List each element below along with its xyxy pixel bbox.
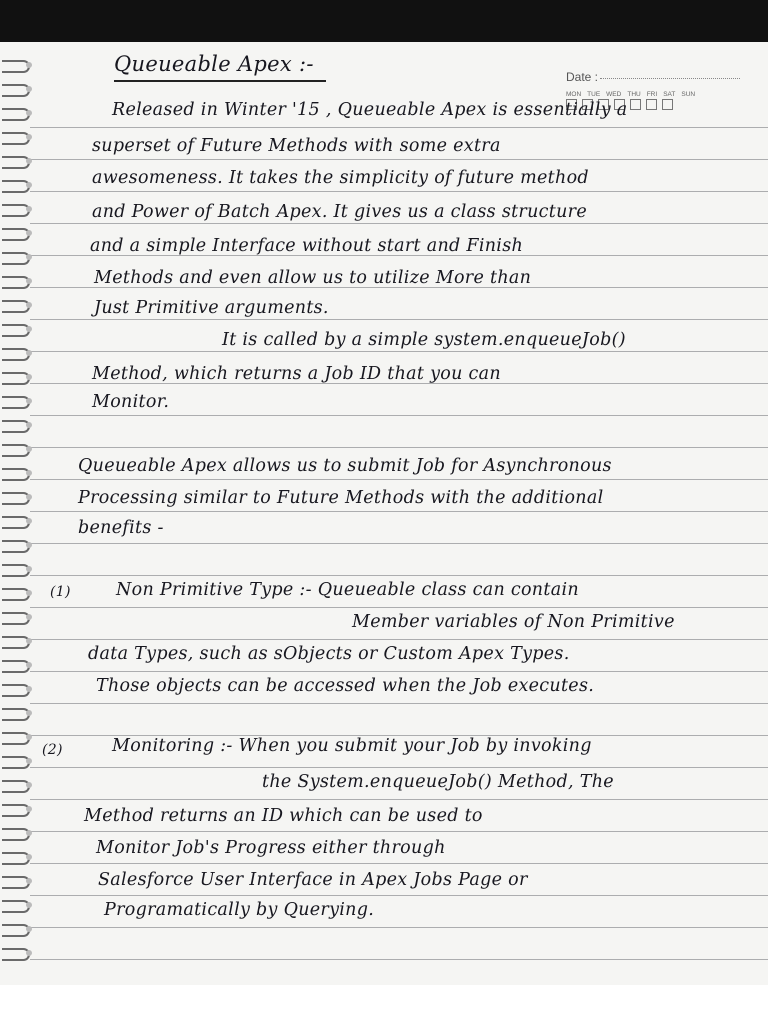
text-line: Monitor. (92, 392, 170, 412)
date-line (600, 78, 740, 79)
punch-hole (26, 662, 32, 668)
point-number: (1) (50, 584, 71, 600)
weekday-label: THU (627, 91, 641, 98)
punch-hole (26, 62, 32, 68)
punch-hole (26, 494, 32, 500)
ruled-line (30, 671, 768, 672)
ruled-line (30, 127, 768, 128)
punch-hole (26, 566, 32, 572)
ruled-line (30, 959, 768, 960)
punch-hole (26, 734, 32, 740)
text-line: Just Primitive arguments. (94, 298, 329, 318)
page-title: Queueable Apex :- (114, 52, 314, 76)
text-line: Monitoring :- When you submit your Job by invoking (112, 736, 592, 756)
punch-hole (26, 590, 32, 596)
ruled-line (30, 351, 768, 352)
text-line: Member variables of Non Primitive (352, 612, 675, 632)
ruled-line (30, 191, 768, 192)
ruled-line (30, 415, 768, 416)
ruled-line (30, 575, 768, 576)
punch-hole (26, 350, 32, 356)
text-line: Released in Winter '15 , Queueable Apex is essentially a (112, 100, 628, 120)
point-number: (2) (42, 742, 63, 758)
punch-hole (26, 806, 32, 812)
punch-hole (26, 374, 32, 380)
text-line: Salesforce User Interface in Apex Jobs Page or (98, 870, 528, 890)
punch-hole (26, 302, 32, 308)
ruled-line (30, 863, 768, 864)
punch-hole (26, 134, 32, 140)
ruled-line (30, 639, 768, 640)
punch-hole (26, 470, 32, 476)
title-underline (114, 80, 326, 82)
ruled-line (30, 543, 768, 544)
text-line: the System.enqueueJob() Method, The (262, 772, 614, 792)
ruled-line (30, 159, 768, 160)
weekday-label: TUE (587, 91, 601, 98)
punch-hole (26, 950, 32, 956)
ruled-line (30, 927, 768, 928)
punch-hole (26, 686, 32, 692)
punch-hole (26, 158, 32, 164)
weekday-box (646, 99, 657, 110)
ruled-line (30, 447, 768, 448)
punch-hole (26, 86, 32, 92)
text-line: It is called by a simple system.enqueueJob() (222, 330, 626, 350)
punch-hole (26, 206, 32, 212)
ruled-line (30, 511, 768, 512)
text-line: Processing similar to Future Methods with the additional (78, 488, 604, 508)
weekday-labels (566, 91, 746, 98)
punch-hole (26, 398, 32, 404)
punch-hole (26, 710, 32, 716)
punch-hole (26, 446, 32, 452)
punch-hole (26, 878, 32, 884)
punch-hole (26, 854, 32, 860)
text-line: Method, which returns a Job ID that you can (92, 364, 501, 384)
ruled-line (30, 895, 768, 896)
punch-hole (26, 830, 32, 836)
punch-hole (26, 782, 32, 788)
text-line: benefits - (78, 518, 164, 538)
ruled-line (30, 799, 768, 800)
text-line: Methods and even allow us to utilize More than (94, 268, 532, 288)
text-line: data Types, such as sObjects or Custom Apex Types. (88, 644, 570, 664)
text-line: and Power of Batch Apex. It gives us a class structure (92, 202, 587, 222)
bottom-margin (0, 985, 768, 1024)
punch-hole (26, 422, 32, 428)
punch-hole (26, 326, 32, 332)
text-line: superset of Future Methods with some extra (92, 136, 501, 156)
ruled-line (30, 703, 768, 704)
ruled-line (30, 831, 768, 832)
text-line: Non Primitive Type :- Queueable class can contain (116, 580, 579, 600)
weekday-label: MON (566, 91, 582, 98)
text-line: awesomeness. It takes the simplicity of future method (92, 168, 589, 188)
punch-hole (26, 758, 32, 764)
punch-hole (26, 638, 32, 644)
weekday-box (630, 99, 641, 110)
punch-hole (26, 926, 32, 932)
weekday-label: WED (606, 91, 622, 98)
weekday-label: SAT (663, 91, 676, 98)
ruled-line (30, 223, 768, 224)
punch-hole (26, 518, 32, 524)
text-line: Programatically by Querying. (104, 900, 375, 920)
ruled-line (30, 767, 768, 768)
ruled-line (30, 479, 768, 480)
punch-hole (26, 230, 32, 236)
date-label: Date : (566, 70, 599, 84)
text-line: Queueable Apex allows us to submit Job for Asynchronous (78, 456, 612, 476)
punch-hole (26, 614, 32, 620)
text-line: Monitor Job's Progress either through (96, 838, 446, 858)
ruled-line (30, 319, 768, 320)
punch-hole (26, 902, 32, 908)
weekday-label: FRI (646, 91, 658, 98)
punch-hole (26, 254, 32, 260)
punch-hole (26, 542, 32, 548)
spiral-binding (0, 42, 34, 985)
weekday-label: SUN (681, 91, 696, 98)
punch-hole (26, 278, 32, 284)
punch-hole (26, 110, 32, 116)
text-line: Method returns an ID which can be used to (84, 806, 483, 826)
ruled-line (30, 607, 768, 608)
text-line: Those objects can be accessed when the Job executes. (96, 676, 595, 696)
punch-hole (26, 182, 32, 188)
weekday-box (662, 99, 673, 110)
text-line: and a simple Interface without start and Finish (90, 236, 524, 256)
